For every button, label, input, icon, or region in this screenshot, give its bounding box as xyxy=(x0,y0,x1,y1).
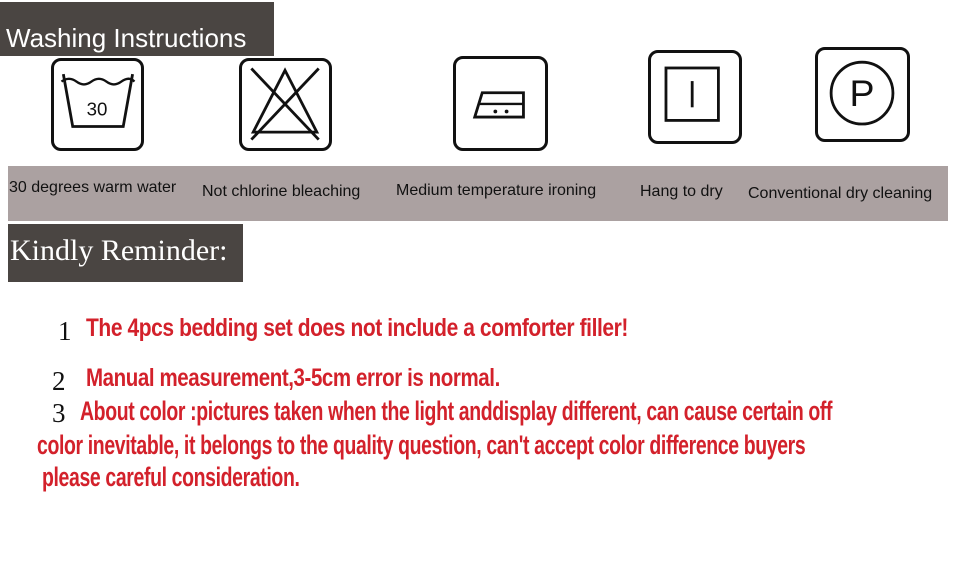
washing-instructions-header xyxy=(0,2,274,56)
reminder-number-2: 2 xyxy=(52,366,66,396)
wash-temperature-text: 30 xyxy=(86,98,108,120)
care-label-dry-clean: Conventional dry cleaning xyxy=(748,185,933,202)
iron-graphic xyxy=(456,59,545,148)
reminder-item-3-line-1: About color :pictures taken when the light anddisplay different, can cause certain off xyxy=(80,396,833,426)
reminder-number-1: 1 xyxy=(58,316,72,346)
care-label-iron: Medium temperature ironing xyxy=(396,182,597,199)
reminder-item-3-line-2: color inevitable, it belongs to the quality question, can't accept color difference buyers xyxy=(37,430,806,460)
iron-medium-icon xyxy=(453,56,548,151)
dry-clean-p-icon xyxy=(815,47,910,142)
dry-clean-letter: P xyxy=(849,72,875,115)
reminder-number-3: 3 xyxy=(52,398,66,428)
kindly-reminder-header xyxy=(8,224,243,282)
hang-dry-graphic xyxy=(651,53,739,141)
care-label-bleach: Not chlorine bleaching xyxy=(202,183,361,200)
page-title: Washing Instructions xyxy=(6,23,247,53)
reminder-item-2: Manual measurement,3-5cm error is normal. xyxy=(86,364,500,392)
care-label-wash: 30 degrees warm water xyxy=(9,179,177,196)
dry-clean-graphic xyxy=(818,50,907,139)
reminder-item-3-line-3: please careful consideration. xyxy=(42,462,300,492)
wash-30-icon xyxy=(51,58,144,151)
bleach-triangle-graphic xyxy=(242,61,329,148)
no-bleach-icon xyxy=(239,58,332,151)
wash-tub-graphic xyxy=(54,61,141,148)
hang-dry-icon xyxy=(648,50,742,144)
care-label-hang: Hang to dry xyxy=(640,183,723,200)
reminder-title: Kindly Reminder: xyxy=(10,234,228,267)
reminder-item-1: The 4pcs bedding set does not include a comforter filler! xyxy=(86,314,628,342)
